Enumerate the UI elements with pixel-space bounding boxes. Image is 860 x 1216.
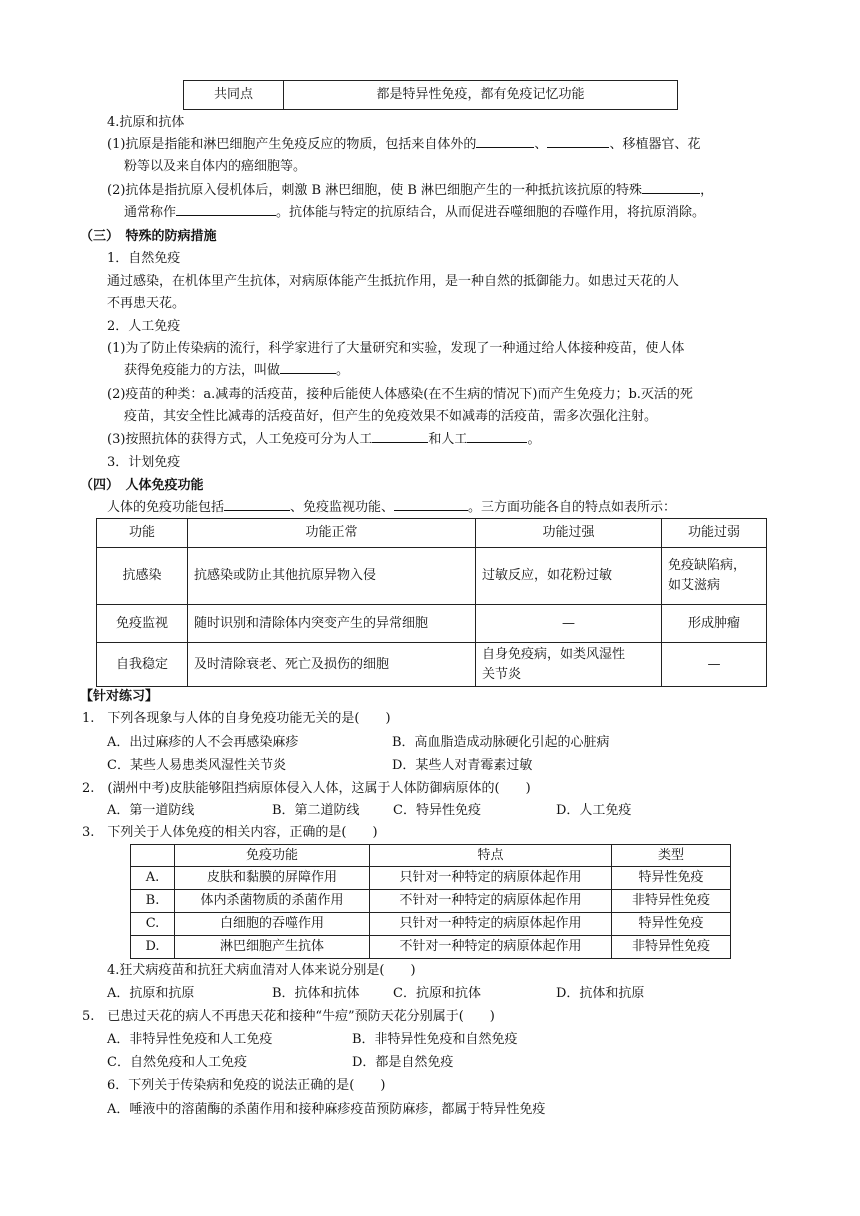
table-row [131, 936, 731, 959]
paragraph: 通过感染，在机体里产生抗体，对病原体能产生抵抗作用，是一种自然的抵御能力。如患过天花的人 [107, 274, 680, 289]
table-row [97, 643, 767, 687]
table-cell: 只针对一种特定的病原体起作用 [370, 913, 612, 936]
option: A．唾液中的溶菌酶的杀菌作用和接种麻疹疫苗预防麻疹，都属于特异性免疫 [107, 1102, 546, 1117]
table-header-cell: 功能过弱 [662, 519, 767, 548]
paragraph: (2)抗体是指抗原入侵机体后，刺激 B 淋巴细胞，使 B 淋巴细胞产生的一种抵抗该抗原的特殊 ， [107, 180, 713, 202]
table-cell: 过敏反应，如花粉过敏 [476, 548, 662, 605]
table-cell: A. [131, 867, 175, 890]
question-3: 3. 下列关于人体免疫的相关内容，正确的是( ) [82, 825, 378, 840]
option: C．抗原和抗体 [393, 986, 481, 1001]
table-cell: 随时识别和清除体内突变产生的异常细胞 [188, 605, 476, 643]
paragraph: 通常称作 。抗体能与特定的抗原结合，从而促进吞噬细胞的吞噬作用，将抗原消除。 [124, 202, 705, 224]
option: C．特异性免疫 [393, 803, 481, 818]
table-cell: D. [131, 936, 175, 959]
immune-function-table [96, 518, 767, 687]
table-header-cell [131, 845, 175, 867]
subsection-title: 3．计划免疫 [107, 455, 181, 470]
table-row [131, 913, 731, 936]
table-cell: 自身免疫病，如类风湿性 关节炎 [476, 643, 662, 687]
table-row [97, 605, 767, 643]
paragraph: 获得免疫能力的方法，叫做 。 [124, 360, 349, 382]
paragraph: 不再患天花。 [107, 296, 186, 311]
table-cell: 只针对一种特定的病原体起作用 [370, 867, 612, 890]
table-cell: 体内杀菌物质的杀菌作用 [175, 890, 370, 913]
subsection-title: 1．自然免疫 [107, 251, 181, 266]
table-cell: 抗感染或防止其他抗原异物入侵 [188, 548, 476, 605]
question-1: 1. 下列各现象与人体的自身免疫功能无关的是( ) [82, 711, 391, 726]
table-cell: 特异性免疫 [612, 913, 731, 936]
table-cell: — [476, 605, 662, 643]
section-heading: （四） 人体免疫功能 [80, 478, 204, 493]
table-header-cell: 特点 [370, 845, 612, 867]
option: A．抗原和抗原 [107, 986, 195, 1001]
question-2: 2. (湖州中考)皮肤能够阻挡病原体侵入人体，这属于人体防御病原体的( ) [82, 781, 531, 796]
table-cell: 免疫缺陷病， 如艾滋病 [662, 548, 767, 605]
table-cell: 及时清除衰老、死亡及损伤的细胞 [188, 643, 476, 687]
table-cell: 特异性免疫 [612, 867, 731, 890]
paragraph: 疫苗，其安全性比减毒的活疫苗好，但产生的免疫效果不如减毒的活疫苗，需多次强化注射。 [124, 409, 658, 424]
table-cell: 自我稳定 [97, 643, 188, 687]
option: D．抗体和抗原 [556, 986, 645, 1001]
table-header-cell: 免疫功能 [175, 845, 370, 867]
question-5: 5. 已患过天花的病人不再患天花和接种“牛痘”预防天花分别属于( ) [82, 1009, 495, 1024]
paragraph: (1)抗原是指能和淋巴细胞产生免疫反应的物质，包括来自体外的 、 、移植器官、花 [107, 134, 700, 156]
paragraph: (2)疫苗的种类：a.减毒的活疫苗，接种后能使人体感染(在不生病的情况下)而产生免疫力；b.灭活的死 [107, 387, 693, 402]
table-cell: 皮肤和黏膜的屏障作用 [175, 867, 370, 890]
table-header-cell: 类型 [612, 845, 731, 867]
option: A．非特异性免疫和人工免疫 [107, 1032, 273, 1047]
table-cell: 免疫监视 [97, 605, 188, 643]
option: C．某些人易患类风湿性关节炎 [107, 758, 286, 773]
practice-heading: 【针对练习】 [80, 689, 159, 704]
table-cell: C. [131, 913, 175, 936]
table-cell: 非特异性免疫 [612, 890, 731, 913]
table-cell: 不针对一种特定的病原体起作用 [370, 936, 612, 959]
table-row [131, 867, 731, 890]
table-cell: 白细胞的吞噬作用 [175, 913, 370, 936]
table-header-cell: 功能正常 [188, 519, 476, 548]
question-4: 4.狂犬病疫苗和抗狂犬病血清对人体来说分别是( ) [107, 963, 416, 978]
question-6: 6．下列关于传染病和免疫的说法正确的是( ) [107, 1078, 386, 1093]
option: B．抗体和抗体 [272, 986, 360, 1001]
table-cell: 形成肿瘤 [662, 605, 767, 643]
option: B．非特异性免疫和自然免疫 [352, 1032, 518, 1047]
table-row [131, 890, 731, 913]
table-cell: 淋巴细胞产生抗体 [175, 936, 370, 959]
option: A．出过麻疹的人不会再感染麻疹 [107, 735, 299, 750]
table-cell: B. [131, 890, 175, 913]
common-points-table [183, 80, 678, 110]
option: A．第一道防线 [107, 803, 195, 818]
subsection-title: 2．人工免疫 [107, 319, 181, 334]
option: C．自然免疫和人工免疫 [107, 1055, 247, 1070]
paragraph: 粉等以及来自体内的癌细胞等。 [124, 159, 307, 174]
option: D．人工免疫 [556, 803, 632, 818]
paragraph: (1)为了防止传染病的流行，科学家进行了大量研究和实验，发现了一种通过给人体接种疫苗，使人体 [107, 341, 685, 356]
table-cell: 都是特异性免疫，都有免疫记忆功能 [284, 81, 678, 110]
option: B．第二道防线 [272, 803, 360, 818]
table-cell: 非特异性免疫 [612, 936, 731, 959]
table-cell: — [662, 643, 767, 687]
table-header-cell: 功能过强 [476, 519, 662, 548]
paragraph: (3)按照抗体的获得方式，人工免疫可分为人工 和人工 。 [107, 429, 540, 451]
table-cell: 抗感染 [97, 548, 188, 605]
option: D．某些人对青霉素过敏 [392, 758, 533, 773]
section-title: 4.抗原和抗体 [107, 115, 185, 130]
option: D．都是自然免疫 [352, 1055, 454, 1070]
section-heading: （三） 特殊的防病措施 [80, 229, 217, 244]
table-cell: 不针对一种特定的病原体起作用 [370, 890, 612, 913]
table-header-cell: 功能 [97, 519, 188, 548]
option: B．高血脂造成动脉硬化引起的心脏病 [392, 735, 610, 750]
table-cell: 共同点 [184, 81, 284, 110]
table-row [97, 548, 767, 605]
paragraph: 人体的免疫功能包括 、免疫监视功能、 。三方面功能各自的特点如表所示： [107, 497, 676, 519]
q3-table [130, 844, 731, 959]
